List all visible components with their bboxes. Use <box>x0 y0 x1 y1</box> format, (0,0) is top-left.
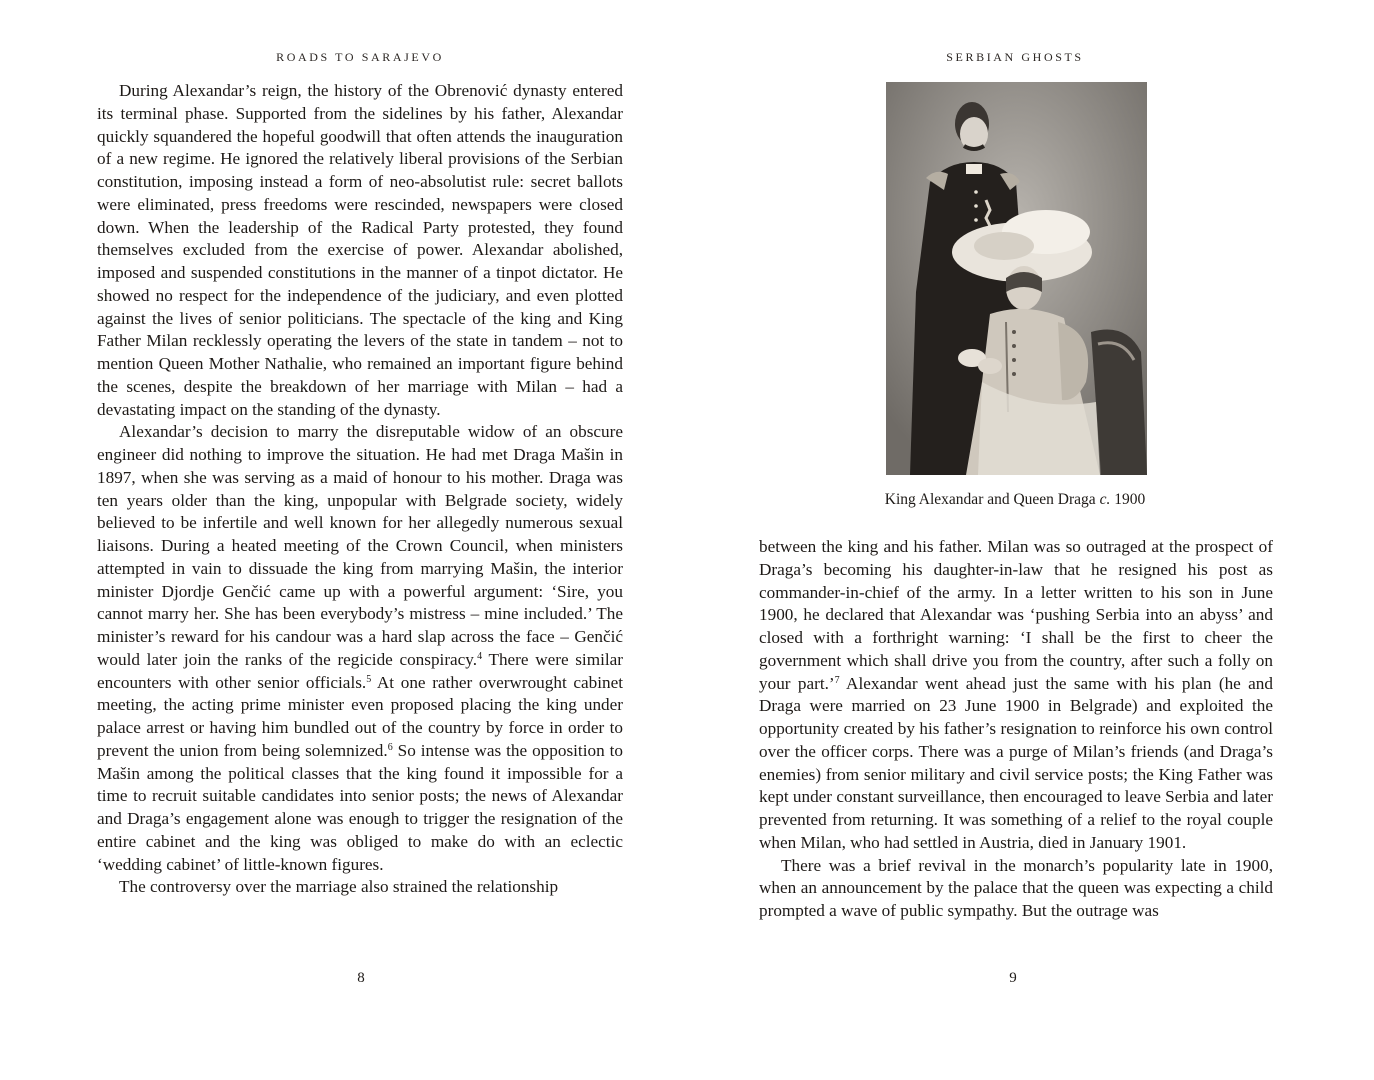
paragraph: between the king and his father. Milan was so outraged at the prospect of Draga’s becoming his daughter-in-law that he resigned his post as commander-in-chief of the army. In a letter written to his son in June 1900, he declared that Alexandar was ‘pushing Serbia into an abyss’ and closed with a forthright warning: ‘I shall be the first to cheer the government which shall drive you from the country, after such a folly on your part.’$^7$ Alexandar went ahead just the same with his plan (he and Draga were married on 23 June 1900 in Belgrade) and exploited the opportunity created by his father’s resignation to reinforce his own control over the officer corps. There was a purge of Milan’s friends (and Draga’s enemies) from senior military and civil service posts; the King Father was kept under constant surveillance, then encouraged to leave Serbia and later prevented from returning. It was something of a relief to the royal couple when Milan, who had settled in Austria, died in January 1901. <box>759 537 1273 852</box>
paragraph: There was a brief revival in the monarch’s popularity late in 1900, when an announcement by the palace that the queen was expecting a child prompted a wave of public sympathy. But the outrage was <box>759 855 1273 920</box>
footnote-marker[interactable]: 4 <box>477 650 483 662</box>
right-page <box>687 0 1374 1080</box>
footnote-marker[interactable]: 6 <box>387 741 393 753</box>
body-text <box>97 80 623 899</box>
paragraph: Alexandar’s decision to marry the disreputable widow of an obscure engineer did nothing to improve the situation. He had met Draga Mašin in 1897, when she was serving as a maid of honour to his mother. Draga was ten years older than the king, unpopular with Belgrade society, widely believed to be infertile and well known for her allegedly numerous sexual liaisons. During a heated meeting of the Crown Council, when ministers attempted in vain to dissuade the king from marrying Mašin, the interior minister Djordje Genčić came up with a powerful argument: ‘Sire, you cannot marry her. She has been everybody’s mistress – mine included.’ The minister’s reward for his candour was a hard slap across the face – Genčić would later join the ranks of the regicide conspiracy.$^4$ There were similar encounters with other senior officials.$^5$ At one rather overwrought cabinet meeting, the acting prime minister even proposed placing the king under palace arrest or having him bundled out of the country by force in order to prevent the union from being solemnized.$^6$ So intense was the opposition to Mašin among the political classes that the king found it impossible for a time to recruit suitable candidates into senior posts; the news of Alexandar and Draga’s engagement alone was enough to trigger the resignation of the entire cabinet and the king was obliged to make do with an eclectic ‘wedding cabinet’ of little-known figures. <box>97 422 624 874</box>
page-number: 8 <box>357 970 365 986</box>
running-head: SERBIAN GHOSTS <box>946 50 1084 64</box>
footnote-marker[interactable]: 7 <box>834 674 840 686</box>
page-number: 9 <box>1009 970 1017 986</box>
paragraph: The controversy over the marriage also strained the relationship <box>119 877 559 897</box>
figure-caption: King Alexandar and Queen Draga c. 1900 <box>884 491 1146 508</box>
running-head: ROADS TO SARAJEVO <box>276 50 444 64</box>
footnote-marker[interactable]: 5 <box>366 673 372 685</box>
body-text <box>759 536 1273 923</box>
paragraph: During Alexandar’s reign, the history of the Obrenović dynasty entered its terminal phase. Supported from the sidelines by his father, Alexandar quickly squandered the hopeful goodwill that often attends the inauguration of a new regime. He ignored the relatively liberal provisions of the Serbian constitution, imposing instead a form of neo-absolutist rule: secret ballots were eliminated, press freedoms were rescinded, newspapers were closed down. When the leadership of the Radical Party protested, they found themselves excluded from the exercise of power. Alexandar abolished, imposed and suspended constitutions in the manner of a tinpot dictator. He showed no respect for the independence of the judiciary, and even plotted against the lives of senior politicians. The spectacle of the king and King Father Milan recklessly operating the levers of the state in tandem – not to mention Queen Mother Nathalie, who remained an important figure behind the scenes, despite the breakdown of her marriage with Milan – had a devastating impact on the standing of the dynasty. <box>97 81 623 419</box>
royal-couple-photograph <box>886 82 1147 475</box>
